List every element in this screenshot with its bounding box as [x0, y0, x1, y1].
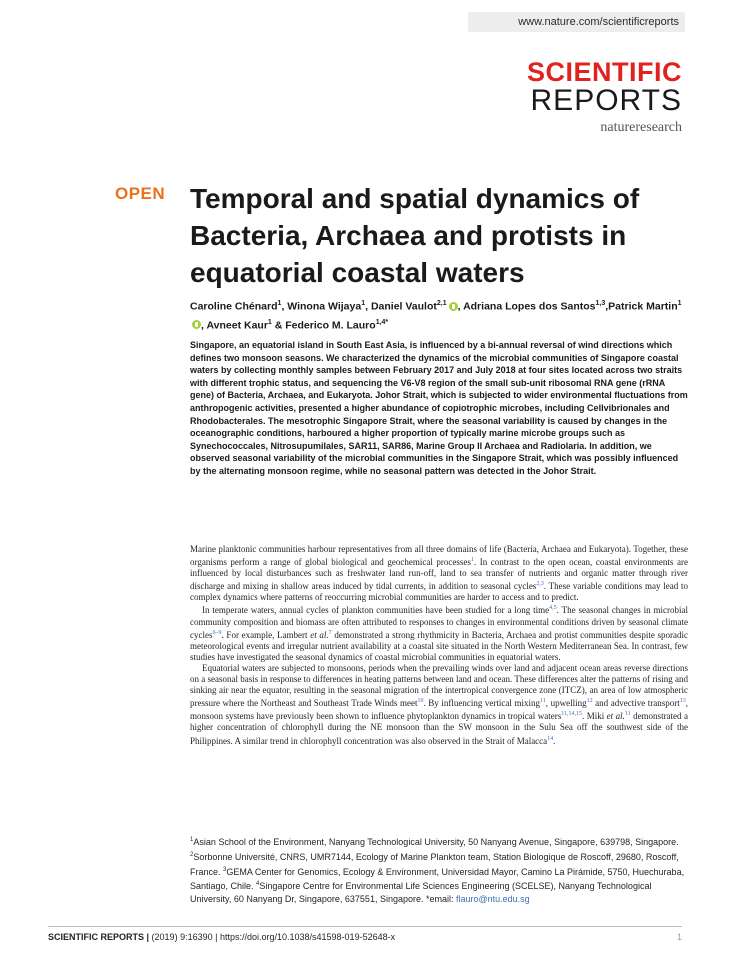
author-name[interactable]: Federico M. Lauro — [285, 319, 376, 331]
author-separator: , — [605, 300, 609, 313]
reference-link[interactable]: 6–9 — [212, 629, 222, 636]
page-footer — [48, 932, 682, 942]
author-name[interactable]: Winona Wijaya — [287, 300, 362, 313]
reference-link[interactable]: 11 — [539, 698, 546, 705]
reference-link[interactable]: 1 — [470, 557, 474, 564]
affiliation-number: 2 — [190, 851, 194, 858]
affiliation-text: Asian School of the Environment, Nanyang Technological University, 50 Nanyang Avenue, Singapore, 639798, Singapore. — [193, 837, 679, 847]
author-separator: , — [281, 300, 288, 313]
body-text-run: . — [553, 735, 556, 746]
journal-url[interactable]: www.nature.com/scientificreports — [468, 12, 685, 32]
reference-link[interactable]: 11 — [624, 711, 631, 718]
author-name[interactable]: Patrick Martin — [608, 300, 678, 313]
affiliation-number: 4 — [256, 881, 260, 888]
affiliation-number: 3 — [223, 866, 227, 873]
body-italic-run: et al. — [606, 711, 625, 722]
author-name[interactable]: Avneet Kaur — [206, 319, 268, 331]
body-text-run: . These variable conditions may lead to complex dynamics where patterns of reoccurring microbial communities are harder to access and to predict. — [190, 581, 688, 603]
reference-link[interactable]: 4,5 — [549, 605, 557, 612]
orcid-icon[interactable] — [449, 302, 458, 311]
body-text-run: and advective transport — [592, 698, 680, 709]
body-italic-run: et al. — [310, 629, 329, 640]
article-title: Temporal and spatial dynamics of Bacteria, Archaea and protists in equatorial coastal waters — [190, 183, 640, 288]
body-text-run: . For example, Lambert — [221, 629, 311, 640]
affiliation-text: Sorbonne Université, CNRS, UMR7144, Ecology of Marine Plankton team, Station Biologique de Roscoff, 29680, Roscoff, France. — [190, 851, 679, 877]
author-separator: , — [201, 319, 207, 331]
author-name[interactable]: Adriana Lopes dos Santos — [463, 300, 596, 313]
affiliations — [190, 834, 688, 906]
reference-link[interactable]: 13 — [679, 698, 686, 705]
reference-link[interactable]: 7 — [328, 629, 332, 636]
reference-link[interactable]: 11,14,15 — [561, 711, 583, 718]
abstract: Singapore, an equatorial island in South East Asia, is influenced by a bi-annual reversal of wind directions which defines two monsoon seasons. We characterized the dynamics of the microbial communities of Singapore coastal waters by collecting monthly samples between February 2017 and July 2018 at four sites located across two straits with different trophic status, and sequencing the V6-V8 region of the small sub-unit ribosomal RNA gene (rRNA gene) of Bacteria, Archaea, and Eukaryota. Johor Strait, which is subjected to wider environmental fluctuations from anthropogenic activities, presented a higher abundance of copiotrophic microbes, including Cellvibrionales and Rhodobacterales. The mesotrophic Singapore Strait, where the seasonal variability is caused by changes in the oceanographic conditions, harboured a higher proportion of typically marine microbe groups such as Synechococcales, Nitrosupumilales, SAR11, SAR86, Marine Group II Archaea and Radiolaria. In addition, we observed seasonal variability of the microbial communities in the Singapore Strait, which was possibly influenced by the alternating monsoon regime, while no seasonal pattern was detected in the Johor Strait. — [190, 340, 688, 476]
logo-scientific: SCIENTIFIC — [526, 57, 682, 87]
reference-link[interactable]: 10 — [417, 698, 424, 705]
reference-link[interactable]: 14 — [547, 735, 554, 742]
body-text-run: Equatorial waters are subjected to monsoons, periods when the prevailing winds over land and adjacent ocean areas reverse directions on a seasonal basis in response to differences in heating patterns between land and ocean. These differences alter the patterns of rising and sinking air near the equator, resulting in the seasonal migration of the intertropical convergence zone (ITCZ), an area of low atmospheric pressure where the Northeast and Southeast Trade Winds meet — [190, 662, 688, 709]
author-affiliation-mark: 1 — [277, 300, 282, 307]
logo-natureresearch: natureresearch — [600, 120, 682, 135]
author-name[interactable]: Daniel Vaulot — [370, 300, 437, 313]
logo-reports: REPORTS — [530, 84, 682, 117]
affiliation-number: 1 — [190, 837, 194, 843]
author-list — [190, 296, 690, 333]
body-text-run: demonstrated a strong rhythmicity in Bacteria, Archaea and protist communities despite sporadic meteorological events and irregular nutrient availability at a coastal site situated in the North Western Mediterranean Sea. In contrast, few studies have investigated the seasonal dynamics of coastal microbial communities in equatorial waters. — [190, 629, 689, 662]
body-text-run: . Miki — [582, 711, 607, 722]
affiliation-text: Singapore Centre for Environmental Life Sciences Engineering (SCELSE), Nanyang Technological University, 60 Nanyang Dr, Singapore, 637551, Singapore. *email: — [190, 881, 652, 905]
body-paragraph — [190, 544, 688, 603]
body-paragraph — [190, 663, 688, 747]
author-separator: , — [457, 300, 464, 313]
body-text-run: Marine planktonic communities harbour representatives from all three domains of life (Bacteria, Archaea and Eukaryota). Together, these organisms perform a range of global biological and geochemical processes — [190, 544, 688, 568]
email-link[interactable]: flauro@ntu.edu.sg — [456, 894, 530, 905]
body-text-run: . By influencing vertical mixing — [423, 698, 540, 709]
body-paragraph — [190, 603, 688, 662]
body-text-run: In temperate waters, annual cycles of plankton communities have been studied for a long time — [202, 605, 550, 616]
author-affiliation-mark: 1,4* — [375, 318, 389, 326]
author-affiliation-mark: 1 — [267, 318, 272, 326]
orcid-icon[interactable] — [192, 320, 201, 329]
author-affiliation-mark: 1 — [361, 300, 366, 307]
body-text-run: . The seasonal changes in microbial community composition and biomass are often attributed to responses to changes in environmental conditions driven by seasonal climate cycles — [190, 605, 689, 640]
reference-link[interactable]: 12 — [586, 698, 593, 705]
footer-divider — [48, 926, 682, 927]
article-body — [190, 544, 688, 747]
body-text-run: demonstrated a higher concentration of chlorophyll during the NE monsoon than the SW monsoon in the Sulu Sea off the southwest side of the Philippines. A similar trend in chlorophyll concentration was also observed in the Strait of Malacca — [190, 711, 688, 746]
footer-doi[interactable]: | https://doi.org/10.1038/s41598-019-52648-x — [215, 932, 396, 942]
body-text-run: , upwelling — [545, 698, 587, 709]
open-access-badge: OPEN — [115, 184, 166, 203]
body-text-run: , monsoon systems have previously been shown to influence phytoplankton dynamics in tropical waters — [190, 698, 688, 722]
footer-citation: (2019) 9:16390 — [151, 932, 213, 942]
affiliation-text: GEMA Center for Genomics, Ecology & Environment, Universidad Mayor, Camino La Pirámide, 5750, Huechuraba, Santiago, Chile. — [190, 866, 685, 892]
journal-logo — [527, 58, 682, 136]
page-number: 1 — [676, 932, 682, 942]
author-affiliation-mark: 1,3 — [595, 300, 606, 307]
body-text-run: . In contrast to the open ocean, coastal environments are influenced by local disturbances such as freshwater land run-off, land to sea transfer of nutrients and organic matter through river discharge and mixing in shallow areas induced by tidal currents, in addition to seasonal cycles — [190, 557, 688, 592]
author-name[interactable]: Caroline Chénard — [190, 300, 278, 313]
footer-journal: SCIENTIFIC REPORTS | — [48, 932, 150, 942]
author-affiliation-mark: 2,1 — [436, 300, 447, 307]
author-separator: , — [365, 300, 371, 313]
reference-link[interactable]: 2,3 — [536, 581, 544, 588]
author-affiliation-mark: 1 — [677, 300, 682, 307]
author-separator: & — [271, 319, 286, 331]
